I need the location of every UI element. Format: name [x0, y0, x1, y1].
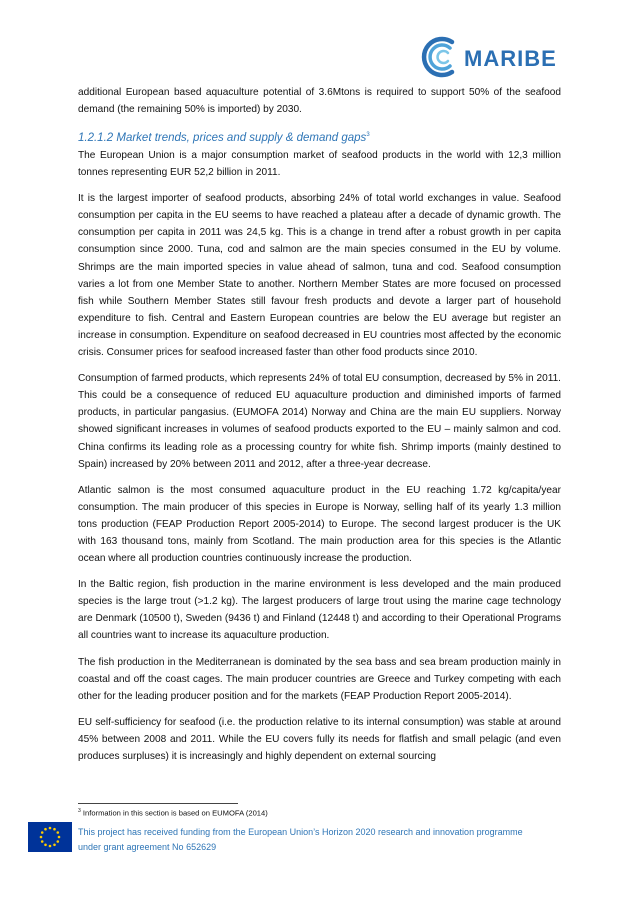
- paragraph: The European Union is a major consumption market of seafood products in the world with 12,3 million tonnes representing EUR 52,2 billion in 2011.: [78, 150, 561, 179]
- maribe-swirl-icon: [418, 34, 466, 80]
- footnote-text: Information in this section is based on EUMOFA (2014): [82, 808, 268, 818]
- eu-star: [41, 840, 44, 843]
- eu-flag-icon: [28, 822, 72, 852]
- footnote-number: 3: [78, 808, 81, 814]
- eu-star: [53, 843, 56, 846]
- eu-star: [56, 840, 59, 843]
- footnote-ref: 3: [366, 132, 370, 139]
- funding-statement: [78, 825, 568, 855]
- paragraph: Atlantic salmon is the most consumed aquaculture product in the EU reaching 1.72 kg/capita/year consumption. The main producer of this species in Europe is Norway, selling half of its yearly 1.3 million tons production (FEAP Production Report 2005-2014) to Europe. The second largest producer is the UK with 163 thousand tons, mainly from Scotland. The main production area for this species is the Atlantic ocean where all production countries continuously increase the production.: [78, 484, 561, 565]
- footnote-divider: [78, 803, 238, 804]
- maribe-logo: [418, 34, 588, 80]
- logo-text: MARIBE: [464, 46, 557, 71]
- eu-stars: [28, 822, 72, 852]
- eu-star: [53, 828, 56, 831]
- eu-star: [56, 831, 59, 834]
- eu-star: [44, 828, 47, 831]
- paragraph: Consumption of farmed products, which represents 24% of total EU consumption, decreased by 5% in 2011. This could be a consequence of reduced EU aquaculture production and diminished imports of farmed products, in particular pangasius. (EUMOFA 2014) Norway and China are the main EU suppliers. Norway showed significant increases in volumes of seafood products exported to the EU – mainly salmon and cod. China confirms its leading role as a processing country for white fish. Shrimp imports (mainly destined to Spain) increased by 20% between 2011 and 2012, after a three-year decrease.: [78, 373, 561, 470]
- eu-star: [41, 831, 44, 834]
- paragraph: It is the largest importer of seafood products, absorbing 24% of total world exchanges in value. Seafood consumption per capita in the EU seems to have reached a plateau after a decade of dynamic growth. The consumption per capita in 2011 was 24,5 kg. This is a change in trend after a robust growth in per capita consumption since 2000. Tuna, cod and salmon are the main species consumed in the EU by volume. Shrimps are the main imported species in value ahead of salmon, tuna and cod. Seafood consumption varies a lot from one Member State to another. Northern Member States are more focused on processed fish while Southern Member States still favour fresh products and devote a larger part of household expenditure to fish. Central and Eastern European countries are below the EU average but register an increase in consumption. Expenditure on seafood decreased in EU countries most affected by the economic crisis. Consumer prices for seafood increased faster than other food products since 2010.: [78, 193, 561, 359]
- eu-star: [44, 843, 47, 846]
- paragraph: The fish production in the Mediterranean is dominated by the sea bass and sea bream production mainly in coastal and off the coast cages. The main producer countries are Greece and Turkey competing with each other for the leading producer position and for the markets (FEAP Production Report 2005-2014).: [78, 656, 561, 702]
- eu-star: [49, 827, 52, 830]
- eu-star: [58, 836, 61, 839]
- section-title: 1.2.1.2 Market trends, prices and supply & demand gaps: [78, 132, 367, 145]
- eu-star: [40, 836, 43, 839]
- funding-line-1: This project has received funding from the European Union’s Horizon 2020 research and innovation programme: [78, 827, 523, 837]
- document-body: [78, 84, 561, 774]
- paragraph: In the Baltic region, fish production in the marine environment is less developed and the main produced species is the large trout (>1.2 kg). The largest producers of large trout using the marine cage technology are Denmark (10500 t), Sweden (9436 t) and Finland (12448 t) and according to their Operational Programs all countries want to increase its aquaculture production.: [78, 579, 561, 642]
- paragraph-intro: additional European based aquaculture potential of 3.6Mtons is required to support 50% of the seafood demand (the remaining 50% is imported) by 2030.: [78, 87, 561, 116]
- section-heading: [78, 127, 561, 146]
- footnote: [78, 808, 268, 818]
- funding-line-2: under grant agreement No 652629: [78, 842, 217, 852]
- paragraph: EU self-sufficiency for seafood (i.e. the production relative to its internal consumption) was stable at around 45% between 2008 and 2011. While the EU covers fully its needs for flatfish and small pelagic (and even produces surpluses) it is increasingly and highly dependent on external sourcing: [78, 716, 561, 763]
- eu-star: [49, 845, 52, 848]
